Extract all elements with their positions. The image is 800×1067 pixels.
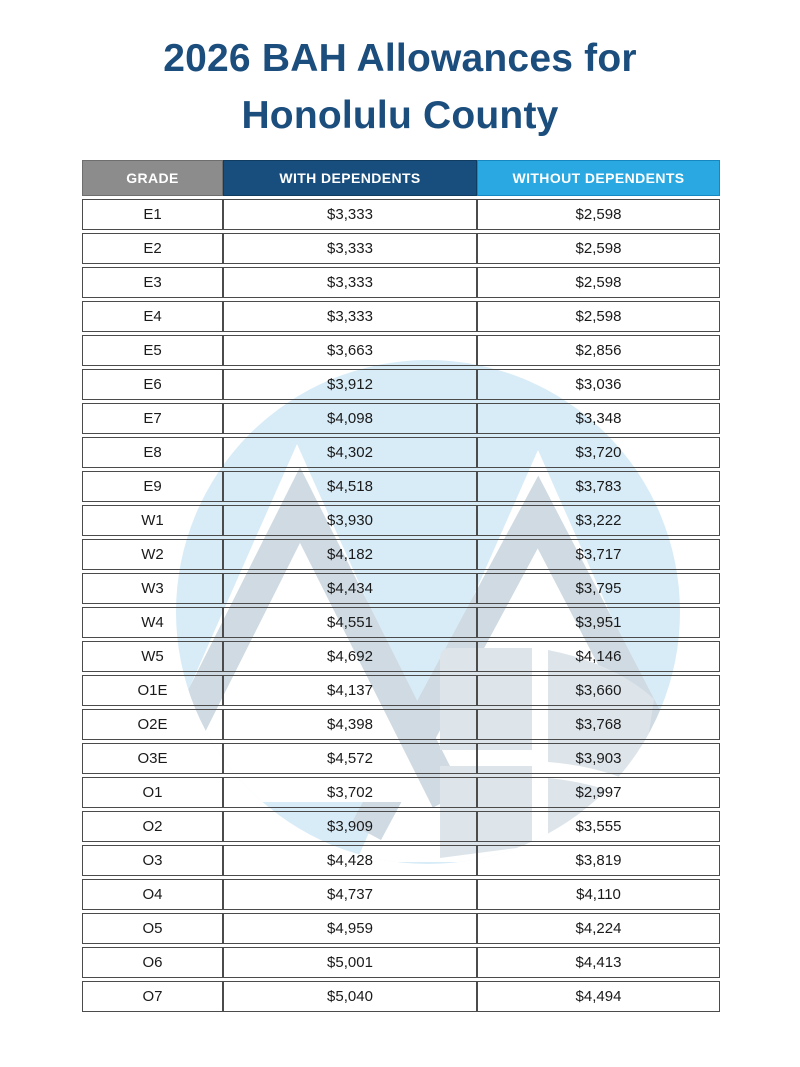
grade-cell: W3	[82, 573, 223, 604]
table-row	[82, 981, 720, 1012]
with-dependents-amount-cell: $4,182	[223, 539, 477, 570]
page-title	[0, 30, 800, 144]
grade-cell: W5	[82, 641, 223, 672]
without-dependents-amount-cell: $4,494	[477, 981, 720, 1012]
table-row	[82, 743, 720, 774]
grade-cell: E9	[82, 471, 223, 502]
grade-cell: E7	[82, 403, 223, 434]
grade-cell: O7	[82, 981, 223, 1012]
table-row	[82, 845, 720, 876]
grade-cell: O5	[82, 913, 223, 944]
column-header-without-dependents: WITHOUT DEPENDENTS	[477, 160, 720, 196]
with-dependents-amount-cell: $4,572	[223, 743, 477, 774]
with-dependents-amount-cell: $5,001	[223, 947, 477, 978]
table-row	[82, 573, 720, 604]
with-dependents-amount-cell: $3,930	[223, 505, 477, 536]
without-dependents-amount-cell: $2,997	[477, 777, 720, 808]
with-dependents-amount-cell: $3,333	[223, 199, 477, 230]
without-dependents-amount-cell: $2,598	[477, 267, 720, 298]
without-dependents-amount-cell: $2,856	[477, 335, 720, 366]
grade-cell: O1	[82, 777, 223, 808]
table-row	[82, 913, 720, 944]
grade-cell: E5	[82, 335, 223, 366]
with-dependents-amount-cell: $4,737	[223, 879, 477, 910]
with-dependents-amount-cell: $3,912	[223, 369, 477, 400]
without-dependents-amount-cell: $3,720	[477, 437, 720, 468]
without-dependents-amount-cell: $4,146	[477, 641, 720, 672]
table-row	[82, 335, 720, 366]
with-dependents-amount-cell: $4,428	[223, 845, 477, 876]
without-dependents-amount-cell: $3,819	[477, 845, 720, 876]
table-header-row	[82, 160, 720, 196]
with-dependents-amount-cell: $3,333	[223, 233, 477, 264]
with-dependents-amount-cell: $4,398	[223, 709, 477, 740]
table-row	[82, 437, 720, 468]
table-row	[82, 267, 720, 298]
with-dependents-amount-cell: $4,098	[223, 403, 477, 434]
without-dependents-amount-cell: $3,555	[477, 811, 720, 842]
grade-cell: E8	[82, 437, 223, 468]
without-dependents-amount-cell: $2,598	[477, 199, 720, 230]
grade-cell: W2	[82, 539, 223, 570]
title-line-1: 2026 BAH Allowances for	[163, 37, 637, 80]
with-dependents-amount-cell: $3,663	[223, 335, 477, 366]
with-dependents-amount-cell: $3,909	[223, 811, 477, 842]
with-dependents-amount-cell: $3,333	[223, 267, 477, 298]
without-dependents-amount-cell: $4,413	[477, 947, 720, 978]
table-row	[82, 709, 720, 740]
with-dependents-amount-cell: $3,702	[223, 777, 477, 808]
without-dependents-amount-cell: $3,783	[477, 471, 720, 502]
grade-cell: O2	[82, 811, 223, 842]
without-dependents-amount-cell: $2,598	[477, 301, 720, 332]
table-row	[82, 369, 720, 400]
grade-cell: E6	[82, 369, 223, 400]
without-dependents-amount-cell: $3,903	[477, 743, 720, 774]
grade-cell: E3	[82, 267, 223, 298]
grade-cell: O6	[82, 947, 223, 978]
without-dependents-amount-cell: $4,224	[477, 913, 720, 944]
table-row	[82, 505, 720, 536]
table-row	[82, 947, 720, 978]
grade-cell: E4	[82, 301, 223, 332]
grade-cell: O3	[82, 845, 223, 876]
column-header-grade: GRADE	[82, 160, 223, 196]
with-dependents-amount-cell: $4,959	[223, 913, 477, 944]
without-dependents-amount-cell: $3,717	[477, 539, 720, 570]
grade-cell: E2	[82, 233, 223, 264]
table-row	[82, 777, 720, 808]
grade-cell: W1	[82, 505, 223, 536]
without-dependents-amount-cell: $4,110	[477, 879, 720, 910]
without-dependents-amount-cell: $2,598	[477, 233, 720, 264]
without-dependents-amount-cell: $3,951	[477, 607, 720, 638]
without-dependents-amount-cell: $3,348	[477, 403, 720, 434]
with-dependents-amount-cell: $4,692	[223, 641, 477, 672]
grade-cell: O2E	[82, 709, 223, 740]
column-header-with-dependents: WITH DEPENDENTS	[223, 160, 477, 196]
with-dependents-amount-cell: $4,551	[223, 607, 477, 638]
table-row	[82, 301, 720, 332]
with-dependents-amount-cell: $4,434	[223, 573, 477, 604]
grade-cell: E1	[82, 199, 223, 230]
table-row	[82, 811, 720, 842]
table-row	[82, 199, 720, 230]
table-row	[82, 607, 720, 638]
table-row	[82, 233, 720, 264]
grade-cell: O3E	[82, 743, 223, 774]
with-dependents-amount-cell: $4,302	[223, 437, 477, 468]
bah-allowance-table	[82, 157, 720, 1015]
title-line-2: Honolulu County	[241, 94, 559, 137]
with-dependents-amount-cell: $3,333	[223, 301, 477, 332]
without-dependents-amount-cell: $3,768	[477, 709, 720, 740]
table-row	[82, 471, 720, 502]
without-dependents-amount-cell: $3,036	[477, 369, 720, 400]
with-dependents-amount-cell: $5,040	[223, 981, 477, 1012]
grade-cell: O1E	[82, 675, 223, 706]
without-dependents-amount-cell: $3,795	[477, 573, 720, 604]
table-row	[82, 675, 720, 706]
table-body	[82, 199, 720, 1012]
with-dependents-amount-cell: $4,137	[223, 675, 477, 706]
without-dependents-amount-cell: $3,660	[477, 675, 720, 706]
table-row	[82, 403, 720, 434]
table-row	[82, 879, 720, 910]
grade-cell: O4	[82, 879, 223, 910]
grade-cell: W4	[82, 607, 223, 638]
with-dependents-amount-cell: $4,518	[223, 471, 477, 502]
table-row	[82, 641, 720, 672]
without-dependents-amount-cell: $3,222	[477, 505, 720, 536]
table-row	[82, 539, 720, 570]
